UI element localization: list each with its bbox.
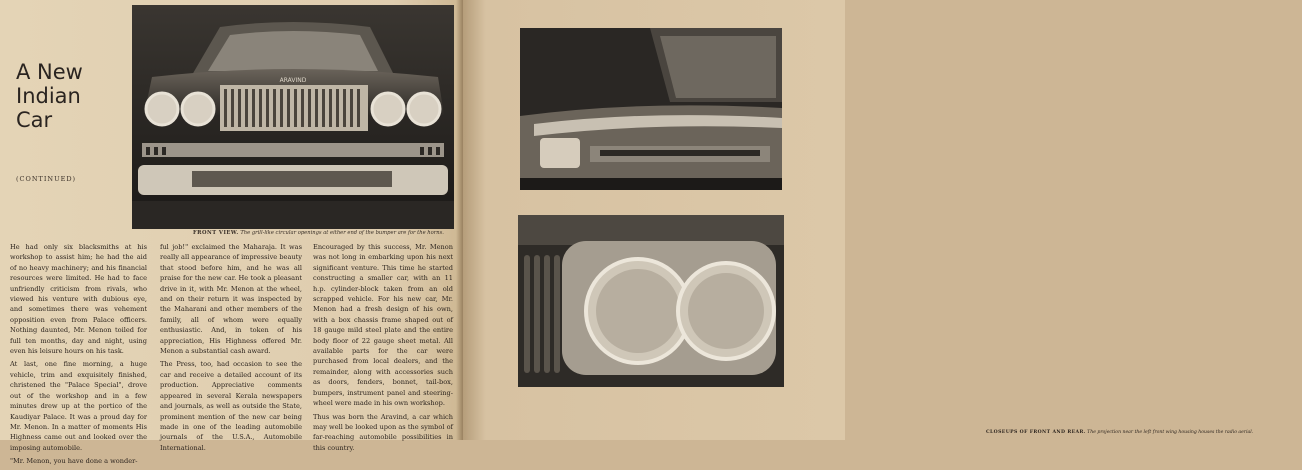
title-line-2: Indian xyxy=(16,84,81,108)
headlight-closeup-photo xyxy=(518,215,784,387)
left-page xyxy=(0,0,463,466)
continued-label: (CONTINUED) xyxy=(16,175,77,183)
right-page xyxy=(463,0,1254,440)
text-column-2 xyxy=(160,242,302,456)
front-caption-text: The grill-like circular openings at either end of the bumper are for the horns. xyxy=(240,230,444,236)
article-title xyxy=(16,60,134,132)
rear-closeup-photo xyxy=(520,28,782,190)
col2-para-1: ful job!" exclaimed the Maharaja. It was really all appearance of impressive beauty that stood before him, and he was all praise for the new car. He took a pleasant drive in it, with Mr. Menon at the wheel, and on their return it was inspected by the Maharani and other members of the family, all of whom were equally enthusiastic. And, in token of his appreciation, His Highness offered Mr. Menon a substantial cash award. xyxy=(160,243,302,356)
title-line-3: Car xyxy=(16,108,53,132)
col3-para-1: Encouraged by this success, Mr. Menon was not long in embarking upon his next significant venture. This time he started constructing a smaller car, with an 11 h.p. cylinder-block taken from an old scrapped vehicle. For his new car, Mr. Menon had a fresh design of his own, with a box chassis frame shaped out of 18 gauge mild steel plate and the entire body floor of 22 gauge sheet metal. All available parts for the car were purchased from local dealers, and the remainder, along with accessories such as doors, fenders, bonnet, tail-box, bumpers, instrument panel and steering-wheel were made in his own workshop. xyxy=(313,243,453,408)
front-view-photo xyxy=(132,5,454,229)
front-badge-text: ARAVIND xyxy=(279,77,307,84)
col1-para-2: At last, one fine morning, a huge vehicle, trim and exquisitely finished, christened the "Palace Special", drove out of the workshop and in a few minutes drew up at the portico of the Kaudiyar Palace. It was a proud day for Mr. Menon. In a matter of moments His Highness came out and looked over the imposing automobile. xyxy=(10,360,147,452)
col3-para-2: Thus was born the Aravind, a car which may well be looked upon as the symbol of far-reaching automobile possibilities in this country. xyxy=(313,412,453,452)
closeups-caption-text: The projection near the left front wing housing houses the radio aerial. xyxy=(1087,430,1254,435)
text-column-1 xyxy=(10,242,147,470)
title-line-1: A New xyxy=(16,60,83,84)
text-column-3 xyxy=(313,242,453,456)
col1-para-3: "Mr. Menon, you have done a wonder- xyxy=(10,457,138,466)
col2-para-2: The Press, too, had occasion to see the car and receive a detailed account of its production. Appreciative comments appeared in several Kerala newspapers and journals, as well as outside the State, prominent mention of the new car being made in one of the leading automobile journals of the U.S.A., Automobile International. xyxy=(160,360,302,452)
col1-para-1: He had only six blacksmiths at his workshop to assist him; he had the aid of no heavy machinery; and his financial resources were limited. He had to face unfriendly criticism from rivals, who viewed his venture with dubious eye, and sometimes there was vehement opposition even from Palace officers. Nothing daunted, Mr. Menon toiled for full ten months, day and night, using even his leisure hours on his task. xyxy=(10,243,147,356)
front-caption-label: FRONT VIEW. xyxy=(193,230,239,236)
closeups-caption-label: CLOSEUPS OF FRONT AND REAR. xyxy=(986,430,1086,435)
closeups-caption xyxy=(986,430,1302,435)
front-view-caption xyxy=(193,230,444,236)
